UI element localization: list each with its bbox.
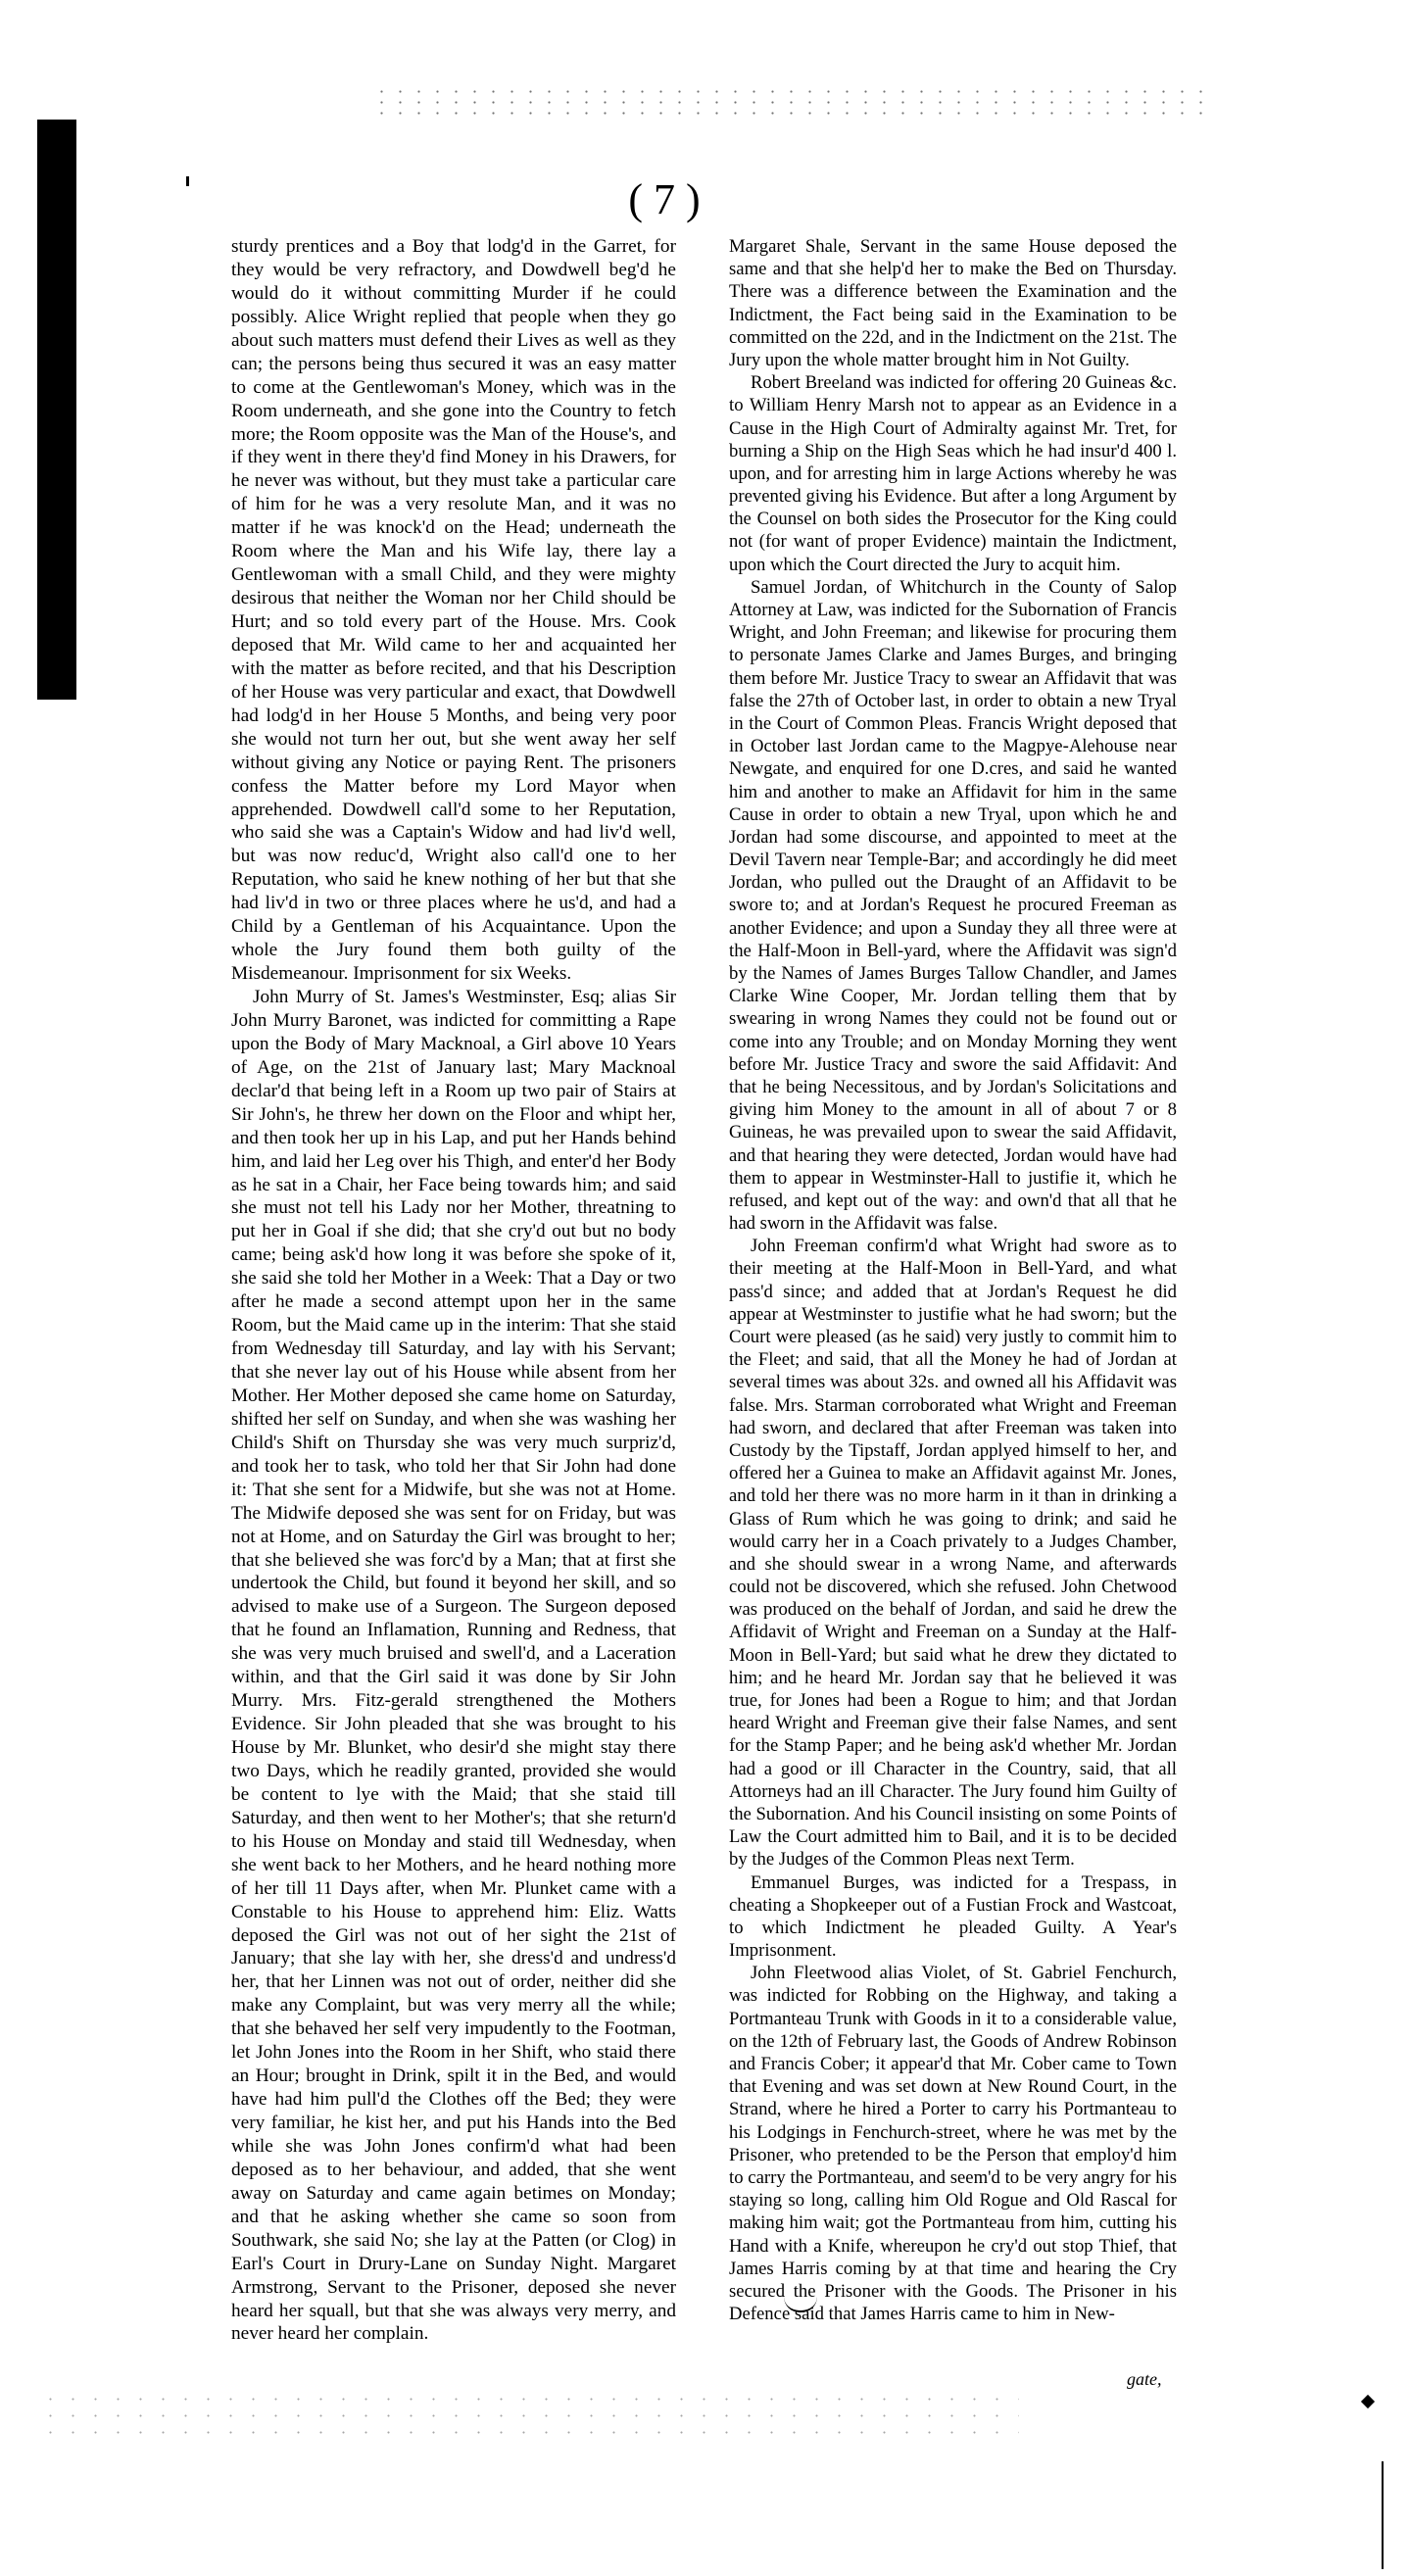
paragraph: sturdy prentices and a Boy that lodg'd in the Garret, for they would be very refractory, and Dowdwell beg'd he would do it without committing Murder if he could possibly. Alice Wright replied that people when they go about such matters must defend their Lives as well as they can; the persons being thus secured it was an easy matter to come at the Gentlewoman's Money, which was in the Room underneath, and she gone into the Country to fetch more; the Room opposite was the Man of the House's, and if they went in there they'd find Money in his Drawers, for he never was without, but they must take a particular care of him for he was a very resolute Man, and it was no matter if he was knock'd on the Head; underneath the Room where the Man and his Wife lay, there lay a Gentlewoman with a small Child, and they were mighty desirous that neither the Woman nor her Child should be Hurt; and so told every part of the House. Mrs. Cook deposed that Mr. Wild came to her and acquainted her with the matter as before recited, and that his Description of her House was very particular and exact, that Dowdwell had lodg'd in her House 5 Months, and being very poor she would not turn her out, but she went away her self without giving any Notice or paying Rent. The prisoners confess the Matter before my Lord Mayor when apprehended. Dowdwell call'd some to her Reputation, who said she was a Captain's Widow and had liv'd well, but was now reduc'd, Wright also call'd one to her Reputation, who said he knew nothing of her but that she had liv'd in two or three places where he us'd, and had a Child by a Gentleman of his Acquaintance. Upon the whole the Jury found them both guilty of the Misdemeanour. Imprisonment for six Weeks. <box>231 236 677 985</box>
scan-mark <box>186 176 189 186</box>
paragraph: John Murry of St. James's Westminster, Esq; alias Sir John Murry Baronet, was indicted for committing a Rape upon the Body of Mary Macknoal, a Girl above 10 Years of Age, on the 21st of January last; Mary Macknoal declar'd that being left in a Room up two pair of Stairs at Sir John's, he threw her down on the Floor and whipt her, and then took her up in his Lap, and put her Hands behind him, and laid her Leg over his Thigh, and enter'd her Body as he sat in a Chair, her Face being towards him; and said she must not tell his Lady nor her Mother, threatning to put her in Goal if she did; that she cry'd out but no body came; being ask'd how long it was before she spoke of it, she said she told her Mother in a Week: That a Day or two after he made a second attempt upon her in the same Room, but the Maid came up in the interim: That she staid from Wednesday till Saturday, and lay with his Servant; that she never lay out of his House while absent from her Mother. Her Mother deposed she came home on Saturday, shifted her self on Sunday, and when she was washing her Child's Shift on Thursday she was very much surpriz'd, and took her to task, who told her that Sir John had done it: That she sent for a Midwife, but she was not at Home. The Midwife deposed she was sent for on Friday, but was not at Home, and on Saturday the Girl was brought to her; that she believed she was forc'd by a Man; that at first she undertook the Child, but found it beyond her skill, and so advised to make use of a Surgeon. The Surgeon deposed that he found an Inflamation, Running and Redness, that she was very much bruised and swell'd, and a Laceration within, and that the Girl said it was done by Sir John Murry. Mrs. Fitz-gerald strengthened the Mothers Evidence. Sir John pleaded that she was brought to his House by Mr. Blunket, who desir'd she might stay there two Days, which he readily granted, provided she would be content to lye with the Maid; that she staid till Saturday, and then went to her Mother's; that she return'd to his House on Monday and staid till Wednesday, when she went back to her Mothers, and he heard nothing more of her till 11 Days after, when Mr. Plunket came with a Constable to his House to apprehend him: Eliz. Watts deposed the Girl was not out of her sight the 21st of January; that she lay with her, she dress'd and undress'd her, that her Linnen was not out of order, neither did she make any Complaint, but was very merry all the while; that she behaved her self very impudently to the Footman, let John Jones into the Room in her Shift, who staid there an Hour; brought in Drink, spilt it in the Bed, and would have had him pull'd the Clothes off the Bed; they were very familiar, he kist her, and put his Hands into the Bed while she was John Jones confirm'd what had been deposed as to her behaviour, and added, that she went away on Saturday and came again betimes on Monday; and that he asking whether she came so soon from Southwark, she said No; she lay at the Patten (or Clog) in Earl's Court in Drury-Lane on Sunday Night. Margaret Armstrong, Servant to the Prisoner, deposed she never heard her squall, but that she was always very merry, and never heard her complain. <box>231 987 676 2345</box>
paragraph: John Fleetwood alias Violet, of St. Gabriel Fenchurch, was indicted for Robbing on the Highway, and taking a Portmanteau Trunk with Goods in it to a considerable value, on the 12th of February last, the Goods of Andrew Robinson and Francis Cober; it appear'd that Mr. Cober came to Town that Evening and was set down at New Round Court, in the Strand, where he hired a Porter to carry his Portmanteau to his Lodgings in Fenchurch-street, where he was met by the Prisoner, who pretended to be the Person that employ'd him to carry the Portmanteau, and seem'd to be very angry for his staying so long, calling him Old Rogue and Old Rascal for making him wait; got the Portmanteau from him, cutting his Hand with a Knife, whereupon he cry'd out stop Thief, that James Harris coming by at that time and hearing the Cry secured the Prisoner with the Goods. The Prisoner in his Defence said that James Harris came to him in New- <box>729 1963 1177 2325</box>
paragraph: John Freeman confirm'd what Wright had swore as to their meeting at the Half-Moon in Bell-Yard, and what pass'd since; and added that at Jordan's Request he did appear at Westminster to justifie what he had sworn; but the Court were pleased (as he said) very justly to commit him to the Fleet; and said, that all the Money he had of Jordan at several times was about 32s. and owned all his Affidavit was false. Mrs. Starman corroborated what Wright and Freeman had sworn, and declared that after Freeman was taken into Custody by the Tipstaff, Jordan applyed himself to her, and offered her a Guinea to make an Affidavit against Mr. Jones, and told her there was no more harm in it than in drinking a Glass of Rum which he was going to drink; and said he would carry her in a Coach privately to a Judges Chamber, and she should swear in a wrong Name, and afterwards could not be discovered, which she refused. John Chetwood was produced on the behalf of Jordan, and said he drew the Affidavit of Wright and Freeman on a Sunday at the Half-Moon in Bell-Yard; but said what he drew they dictated to him; and he heard Mr. Jordan say that he believed it was true, for Jones had been a Rogue to him; and that Jordan heard Wright and Freeman give their false Names, and sent for the Stamp Paper; and he being ask'd whether Mr. Jordan had a good or ill Character in the Country, said, that all Attorneys had an ill Character. The Jury found him Guilty of the Subornation. And his Council insisting on some Points of Law the Court admitted him to Bail, and it is to be decided by the Judges of the Common Pleas next Term. <box>729 1236 1177 1871</box>
scan-noise-top <box>372 86 1215 116</box>
scan-corner-mark <box>1361 2395 1375 2408</box>
right-column <box>729 235 1177 2325</box>
scan-edge-bar <box>37 120 76 700</box>
scan-edge-line <box>1382 2461 1384 2569</box>
paragraph: Margaret Shale, Servant in the same House deposed the same and that she help'd her to make the Bed on Thursday. There was a difference between the Examination and the Indictment, the Fact being said in the Examination to be committed on the 22d, and in the Indictment on the 21st. The Jury upon the whole matter brought him in Not Guilty. <box>729 236 1177 370</box>
left-column <box>231 235 676 2346</box>
paragraph: Emmanuel Burges, was indicted for a Trespass, in cheating a Shopkeeper out of a Fustian Frock and Wastcoat, to which Indictment he pleaded Guilty. A Year's Imprisonment. <box>729 1871 1177 1962</box>
catchword: gate, <box>1127 2369 1162 2389</box>
paragraph: Robert Breeland was indicted for offering 20 Guineas &c. to William Henry Marsh not to appear as an Evidence in a Cause in the High Court of Admiralty against Mr. Tret, for burning a Ship on the High Seas which he had insur'd 400 l. upon, and for arresting him in large Actions whereby he was prevented giving his Evidence. But after a long Argument by the Counsel on both sides the Prosecutor for the King could not (for want of proper Evidence) maintain the Indictment, upon which the Court directed the Jury to acquit him. <box>729 372 1177 575</box>
page-number: ( 7 ) <box>628 175 701 223</box>
paragraph: Samuel Jordan, of Whitchurch in the County of Salop Attorney at Law, was indicted for the Subornation of Francis Wright, and John Freeman; and likewise for procuring them to personate James Clarke and James Burges, and bringing them before Mr. Justice Tracy to swear an Affidavit that was false the 27th of October last, in order to obtain a new Tryal in the Court of Common Pleas. Francis Wright deposed that in October last Jordan came to the Magpye-Alehouse near Newgate, and enquired for one D.cres, and said he wanted him and another to make an Affidavit for him in the same Cause in order to obtain a new Tryal, upon which he and Jordan had some discourse, and appointed to meet at the Devil Tavern near Temple-Bar; and accordingly he did meet Jordan, who pulled out the Draught of an Affidavit to be swore to; and at Jordan's Request he procured Freeman as another Evidence; and upon a Sunday they all three were at the Half-Moon in Bell-yard, where the Affidavit was sign'd by the Names of James Burges Tallow Chandler, and James Clarke Wine Cooper, Mr. Jordan telling them that by swearing in wrong Names they could not be found out or come into any Trouble; and on Monday Morning they went before Mr. Justice Tracy and swore the said Affidavit: And that he being Necessitous, and by Jordan's Solicitations and giving him Money to the amount in all of about 7 or 8 Guineas, he was prevailed upon to swear the said Affidavit, and that hearing they were detected, Jordan would have had them to appear in Westminster-Hall to justifie it, which he refused, and kept out of the way: and own'd that all that he had sworn in the Affidavit was false. <box>729 576 1177 1235</box>
scan-noise-bottom <box>39 2391 1019 2440</box>
